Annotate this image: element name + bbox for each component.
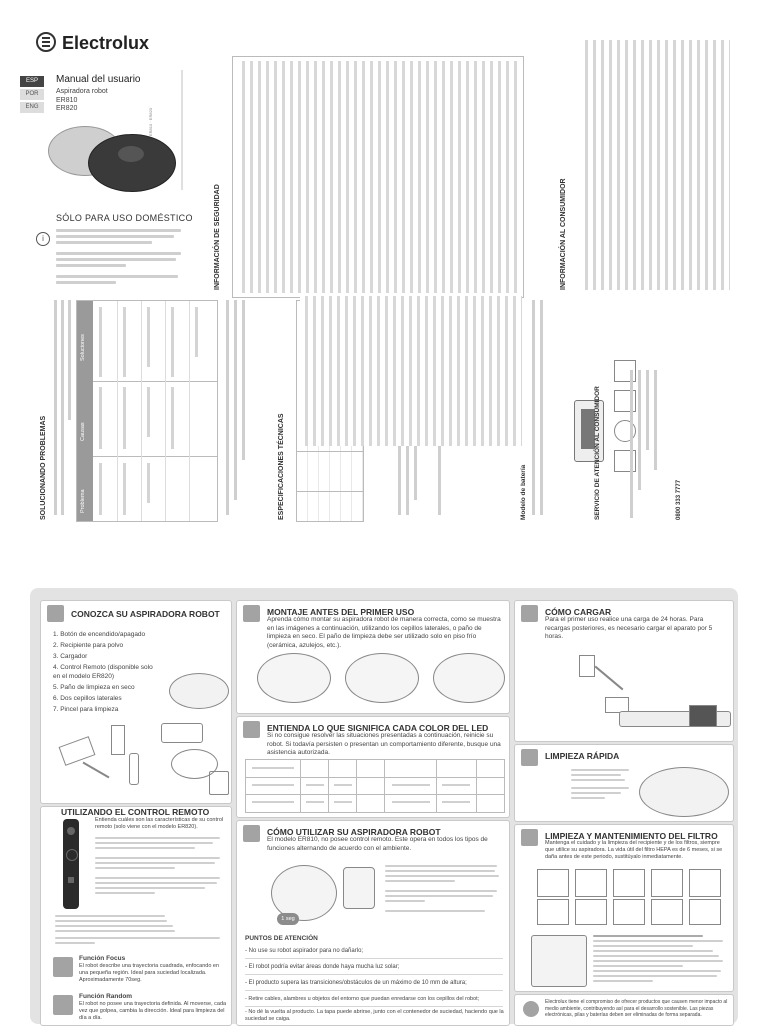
- conozca-item-5: 5. Paño de limpieza en seco: [53, 684, 135, 691]
- brand-name: Electrolux: [62, 33, 150, 53]
- remoto-button-notes: [95, 837, 225, 894]
- remote-control-illustration: [63, 819, 79, 909]
- plug-icon: [521, 605, 538, 622]
- conozca-item-6: 6. Dos cepillos laterales: [53, 695, 122, 702]
- panel-led: [236, 716, 510, 818]
- remoto-text: Entienda cuáles son las características de su control remoto (solo viene con el modelo ER820).: [95, 817, 224, 830]
- attention-item-2: - El robot podría evitar áreas donde haya mucha luz solar;: [245, 964, 400, 970]
- trouble-table: [76, 300, 218, 522]
- specs-title: ESPECIFICACIONES TÉCNICAS: [278, 413, 285, 520]
- trouble-header-problem: Problema: [80, 489, 86, 513]
- robot-illustration: [169, 673, 229, 709]
- product-name: Aspiradora robot: [56, 88, 108, 95]
- conozca-title: CONOZCA SU ASPIRADORA ROBOT: [71, 609, 220, 619]
- safety-title: INFORMACIÓN DE SEGURIDAD: [214, 184, 221, 290]
- usar-title: CÓMO UTILIZAR SU ASPIRADORA ROBOT: [267, 827, 441, 837]
- trouble-header-causes: Causas: [80, 422, 86, 441]
- docked-robot-illustration: [619, 701, 729, 731]
- remoto-title: UTILIZANDO EL CONTROL REMOTO: [61, 807, 210, 817]
- robot-icon: [47, 605, 64, 622]
- filtro-steps: [593, 935, 729, 982]
- photo-caption: ER810 · ER820: [148, 107, 153, 136]
- focus-text: El robot describe una trayectoria cuadrada, enfocando en una pequeña región. Ideal para suciedad localizada. Aproximadamente 70seg.: [79, 963, 220, 983]
- attention-item-3: - El producto supera las transiciones/obstáculos de un máximo de 10 mm de altura;: [245, 980, 467, 986]
- led-table: [245, 759, 505, 813]
- safety-box-2: [300, 296, 522, 446]
- montaje-illustration-1: [257, 653, 331, 703]
- info-icon: i: [36, 232, 50, 246]
- montaje-illustration-3: [433, 653, 505, 703]
- service-phone: 0800 333 7777: [676, 479, 682, 520]
- panel-cargar: [514, 600, 734, 742]
- random-title: Función Random: [79, 993, 133, 1000]
- eco-text: Electrolux tiene el compromiso de ofrecer productos que causen menor impacto al medio ambiente, contribuyendo así para el desarrollo sostenible. Las piezas electrónicas, pilas y baterías deben ser eliminadas de forma separada.: [545, 999, 728, 1018]
- manual-title: Manual del usuario: [56, 74, 141, 85]
- wrench-icon: [243, 605, 260, 622]
- domestic-text-block: [56, 229, 186, 284]
- cargar-title: CÓMO CARGAR: [545, 607, 612, 617]
- model-er820: ER820: [56, 105, 78, 112]
- conozca-item-2: 2. Recipiente para polvo: [53, 642, 124, 649]
- focus-title: Función Focus: [79, 955, 126, 962]
- attention-item-4: - Retire cables, alambres u objetos del entorno que puedan enredarse con los cepillos del robot;: [245, 996, 480, 1002]
- filter-icon: [521, 829, 538, 846]
- filtro-title: LIMPIEZA Y MANTENIMIENTO DEL FILTRO: [545, 831, 718, 841]
- conozca-item-1: 1. Botón de encendido/apagado: [53, 631, 146, 638]
- filtro-text: Mantenga el cuidado y la limpieza del recipiente y de los filtros, siempre que utilice su aspiradora. La vida útil del filtro HEPA es de 6 meses, si se daña antes de este periodo, sustitúyalo inmediatamente.: [545, 840, 723, 860]
- limpieza-notes: [571, 769, 633, 799]
- service-text: [630, 370, 670, 520]
- led-title: ENTIENDA LO QUE SIGNIFICA CADA COLOR DEL LED: [267, 723, 489, 733]
- usar-notes: [385, 865, 503, 912]
- filtro-container-illustration: [531, 935, 587, 987]
- lang-tab-eng[interactable]: ENG: [20, 102, 44, 113]
- troubleshoot-title: SOLUCIONANDO PROBLEMAS: [40, 415, 47, 520]
- panel-limpieza: [514, 744, 734, 822]
- montaje-text: Aprenda cómo montar su aspiradora robot de manera correcta, como se muestra en las imágenes a continuación, utilizando los cepillos laterales, o paño de limpieza en seco. El paño de limpieza debe ser utilizado solo en piso frío (cerámica, azulejos, etc.).: [267, 616, 501, 649]
- domestic-title: SÓLO PARA USO DOMÉSTICO: [56, 213, 193, 223]
- montaje-illustration-2: [345, 653, 419, 703]
- usar-bubble: 1 seg: [277, 913, 299, 925]
- remoto-direction-notes: [55, 915, 225, 944]
- power-icon: [243, 825, 260, 842]
- limpieza-illustration: [639, 767, 729, 817]
- random-text: El robot no posee una trayectoria definida. Al moverse, cada vez que golpea, cambia la dirección. Ideal para limpieza del día a día.: [79, 1001, 227, 1021]
- recycle-icon: [523, 1001, 539, 1017]
- parts-illustration: [61, 719, 226, 797]
- usar-illustration-2: [343, 867, 375, 909]
- troubleshoot-intro: [52, 300, 72, 520]
- usar-text: El modelo ER810, no posee control remoto. Este opera en todos los tipos de funciones alternando de acuerdo con el ambiente.: [267, 836, 488, 852]
- random-function-icon: [53, 995, 73, 1015]
- brush-icon: [521, 749, 538, 766]
- cargar-text: Para el primer uso realice una carga de 24 horas. Para recargas posteriores, es necesario cargar el aparato por 5 horas.: [545, 616, 713, 640]
- led-text: Si no consigue resolver las situaciones presentadas a continuación, reinicie su robot. Si todavía persisten o presentan un comportamiento diferente, busque una asistencia autorizada.: [267, 732, 501, 756]
- focus-function-icon: [53, 957, 73, 977]
- service-title: SERVICIO DE ATENCIÓN AL CONSUMIDOR: [594, 386, 601, 520]
- panel-eco: [514, 994, 734, 1026]
- led-icon: [243, 721, 260, 738]
- robot-photo: [48, 116, 178, 196]
- conozca-item-4: 4. Control Remoto (disponible solo en el modelo ER820): [53, 664, 153, 680]
- panel-montaje: [236, 600, 510, 714]
- montaje-title: MONTAJE ANTES DEL PRIMER USO: [267, 607, 415, 617]
- lang-tab-por[interactable]: POR: [20, 89, 44, 100]
- trouble-header-solutions: Soluciones: [80, 334, 86, 361]
- battery-text: [532, 300, 552, 520]
- electrolux-logo-icon: [36, 32, 56, 52]
- attention-title: PUNTOS DE ATENCIÓN: [245, 935, 318, 942]
- safety-box: [232, 56, 524, 298]
- panel-usar: [236, 820, 510, 1026]
- attention-item-5: - No dé la vuelta al producto. La tapa puede abrirse, junto con el contenedor de suciedad, haciendo que la suciedad se caiga.: [245, 1009, 504, 1022]
- panel-filtro: [514, 824, 734, 992]
- model-er810: ER810: [56, 97, 78, 104]
- battery-title: Modelo de batería: [520, 464, 527, 520]
- panel-remoto: [40, 806, 232, 1026]
- limpieza-title: LIMPIEZA RÁPIDA: [545, 751, 620, 761]
- conozca-item-3: 3. Cargador: [53, 653, 88, 660]
- trouble-notes: [222, 300, 262, 520]
- attention-item-1: - No use su robot aspirador para no dañarlo;: [245, 948, 364, 954]
- filtro-illustration-grid: [537, 869, 727, 925]
- consumer-text: [580, 40, 730, 290]
- conozca-item-7: 7. Pincel para limpieza: [53, 706, 119, 713]
- consumer-title: INFORMACIÓN AL CONSUMIDOR: [560, 178, 567, 290]
- lang-tab-esp[interactable]: ESP: [20, 76, 44, 87]
- panel-conozca: [40, 600, 232, 804]
